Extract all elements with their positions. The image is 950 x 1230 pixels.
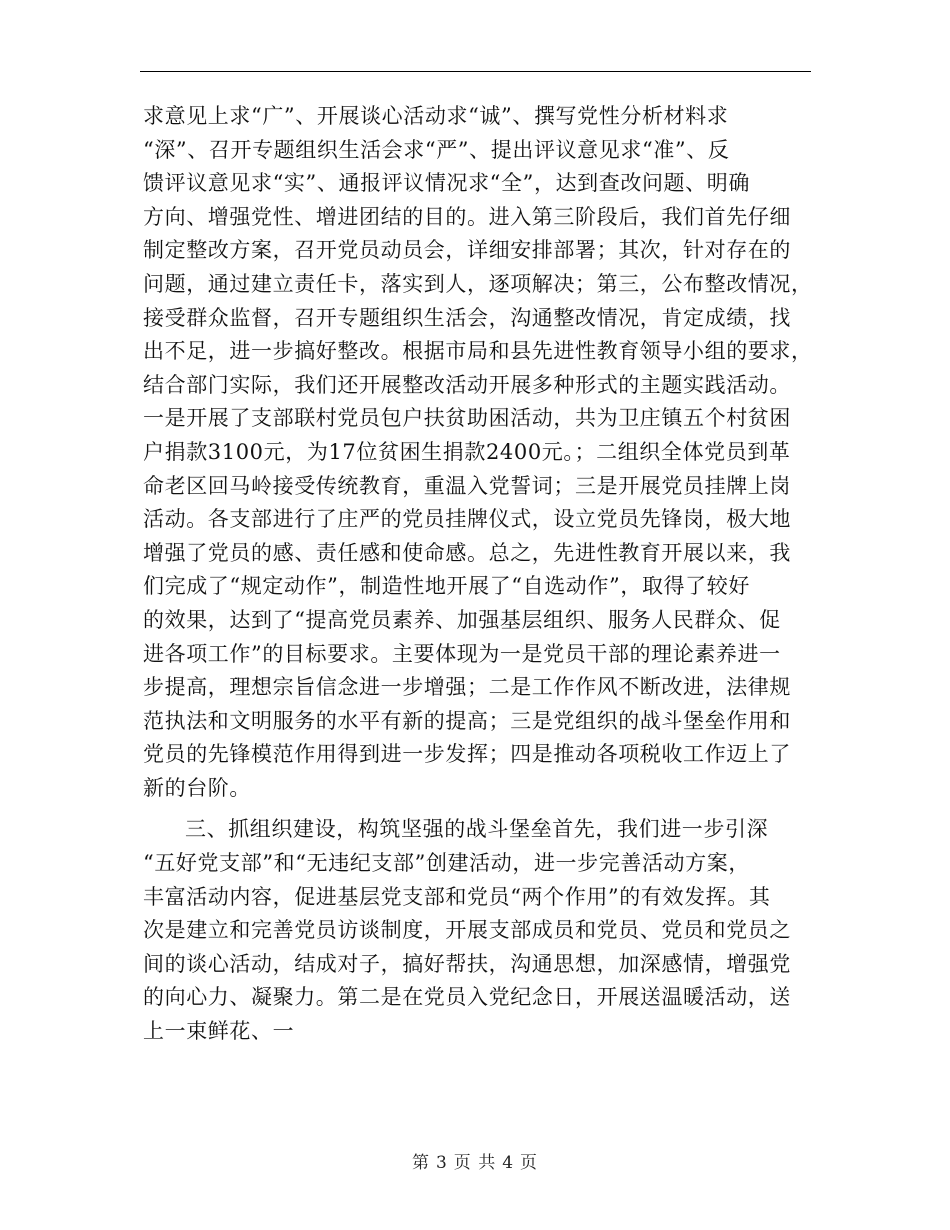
text-line: 的向心力、凝聚力。第二是在党员入党纪念日，开展送温暖活动，送 bbox=[143, 985, 791, 1010]
page-footer bbox=[0, 1148, 950, 1173]
text-line: 出不足，进一步搞好整改。根据市局和县先进性教育领导小组的要求， bbox=[143, 339, 813, 364]
text-line: “深”、召开专题组织生活会求“严”、提出评议意见求“准”、反 bbox=[143, 137, 730, 162]
text-line: 次是建立和完善党员访谈制度，开展支部成员和党员、党员和党员之 bbox=[143, 918, 791, 943]
text-line: 间的谈心活动，结成对子，搞好帮扶，沟通思想，加深感情，增强党 bbox=[143, 951, 791, 976]
text-line: 求意见上求“广”、开展谈心活动求“诚”、撰写党性分析材料求 bbox=[143, 104, 729, 128]
text-line: 结合部门实际，我们还开展整改活动开展多种形式的主题实践活动。 bbox=[143, 372, 791, 397]
header-rule bbox=[140, 71, 811, 72]
text-line: 上一束鲜花、一 bbox=[143, 1019, 295, 1044]
text-line: 丰富活动内容，促进基层党支部和党员“两个作用”的有效发挥。其 bbox=[143, 884, 771, 909]
text-line: 们完成了“规定动作”，制造性地开展了“自选动作”，取得了较好 bbox=[143, 574, 750, 599]
paragraph-continued bbox=[143, 100, 811, 805]
text-line: 制定整改方案，召开党员动员会，详细安排部署；其次，针对存在的 bbox=[143, 238, 791, 263]
text-line: 步提高，理想宗旨信念进一步增强；二是工作作风不断改进，法律规 bbox=[143, 675, 791, 700]
text-line: 的效果，达到了“提高党员素养、加强基层组织、服务人民群众、促 bbox=[143, 607, 781, 632]
text-line: 进各项工作”的目标要求。主要体现为一是党员干部的理论素养进一 bbox=[143, 641, 781, 666]
text-line: 增强了党员的感、责任感和使命感。总之，先进性教育开展以来，我 bbox=[143, 540, 791, 565]
text-line: 一是开展了支部联村党员包户扶贫助困活动，共为卫庄镇五个村贫困 bbox=[143, 406, 791, 431]
text-line: 接受群众监督，召开专题组织生活会，沟通整改情况，肯定成绩，找 bbox=[143, 305, 791, 330]
document-body bbox=[143, 100, 811, 1049]
text-line: 活动。各支部进行了庄严的党员挂牌仪式，设立党员先锋岗，极大地 bbox=[143, 507, 791, 532]
text-line: 范执法和文明服务的水平有新的提高；三是党组织的战斗堡垒作用和 bbox=[143, 708, 791, 733]
footer-current-page: 3 bbox=[435, 1153, 448, 1173]
section-heading-line: 三、抓组织建设，构筑坚强的战斗堡垒首先，我们进一步引深 bbox=[185, 817, 769, 842]
text-line: “五好党支部”和“无违纪支部”创建活动，进一步完善活动方案， bbox=[143, 851, 750, 876]
text-line: 户捐款3100元，为17位贫困生捐款2400元。；二组织全体党员到革 bbox=[143, 439, 791, 464]
text-line: 问题，通过建立责任卡，落实到人，逐项解决；第三，公布整改情况， bbox=[143, 271, 813, 296]
footer-middle: 页 共 bbox=[453, 1153, 497, 1173]
text-line: 命老区回马岭接受传统教育，重温入党誓词；三是开展党员挂牌上岗 bbox=[143, 473, 791, 498]
footer-total-pages: 4 bbox=[502, 1153, 515, 1173]
text-line: 党员的先锋模范作用得到进一步发挥；四是推动各项税收工作迈上了 bbox=[143, 742, 791, 767]
text-line: 方向、增强党性、增进团结的目的。进入第三阶段后，我们首先仔细 bbox=[143, 204, 791, 229]
text-line: 新的台阶。 bbox=[143, 775, 251, 800]
text-line: 馈评议意见求“实”、通报评议情况求“全”，达到查改问题、明确 bbox=[143, 171, 750, 196]
paragraph-section-three bbox=[143, 813, 811, 1048]
footer-suffix: 页 bbox=[520, 1153, 539, 1173]
footer-prefix: 第 bbox=[411, 1153, 430, 1173]
